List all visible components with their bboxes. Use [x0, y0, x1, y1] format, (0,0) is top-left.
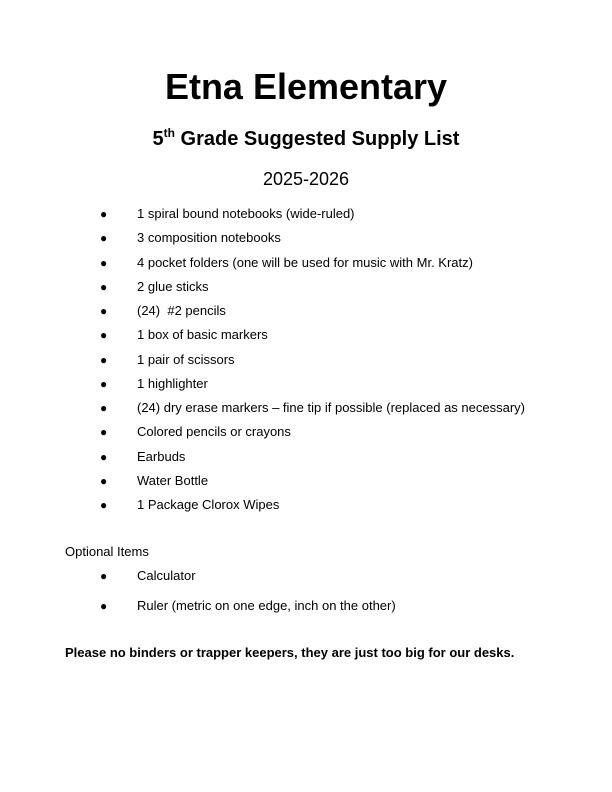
list-item-text: 1 pair of scissors: [137, 352, 235, 367]
binder-note: Please no binders or trapper keepers, they are just too big for our desks.: [65, 645, 515, 660]
grade-suffix: th: [163, 126, 175, 140]
bullet-icon: ●: [100, 231, 108, 245]
list-item-text: Water Bottle: [137, 473, 209, 488]
bullet-icon: ●: [100, 401, 108, 415]
bullet-icon: ●: [100, 474, 108, 488]
list-item-text: Colored pencils or crayons: [137, 424, 291, 439]
supply-list-heading: [0, 126, 612, 154]
bullet-icon: ●: [100, 353, 108, 367]
bullet-icon: ●: [100, 328, 108, 342]
optional-items-heading: Optional Items: [65, 544, 149, 559]
school-year: 2025-2026: [262, 169, 350, 189]
list-item-text: 1 spiral bound notebooks (wide-ruled): [137, 206, 355, 221]
subtitle-text: Grade Suggested Supply List: [174, 128, 460, 150]
grade-number: 5: [152, 128, 164, 150]
bullet-icon: ●: [100, 377, 108, 391]
bullet-icon: ●: [100, 280, 108, 294]
list-item-text: (24) dry erase markers – fine tip if possible (replaced as necessary): [137, 400, 525, 415]
list-item-text: Earbuds: [137, 449, 186, 464]
list-item-text: Calculator: [137, 568, 196, 583]
list-item-text: 1 highlighter: [137, 376, 208, 391]
bullet-icon: ●: [100, 599, 108, 613]
list-item-text: (24) #2 pencils: [137, 303, 226, 318]
list-item-text: 1 box of basic markers: [137, 327, 268, 342]
bullet-icon: ●: [100, 256, 108, 270]
bullet-icon: ●: [100, 498, 108, 512]
list-item-text: 1 Package Clorox Wipes: [137, 497, 280, 512]
list-item-text: Ruler (metric on one edge, inch on the other): [137, 598, 396, 613]
list-item-text: 2 glue sticks: [137, 279, 209, 294]
school-title: Etna Elementary: [164, 66, 448, 107]
list-item-text: 4 pocket folders (one will be used for music with Mr. Kratz): [137, 255, 473, 270]
bullet-icon: ●: [100, 425, 108, 439]
list-item-text: 3 composition notebooks: [137, 230, 281, 245]
bullet-icon: ●: [100, 207, 108, 221]
bullet-icon: ●: [100, 304, 108, 318]
bullet-icon: ●: [100, 450, 108, 464]
bullet-icon: ●: [100, 569, 108, 583]
